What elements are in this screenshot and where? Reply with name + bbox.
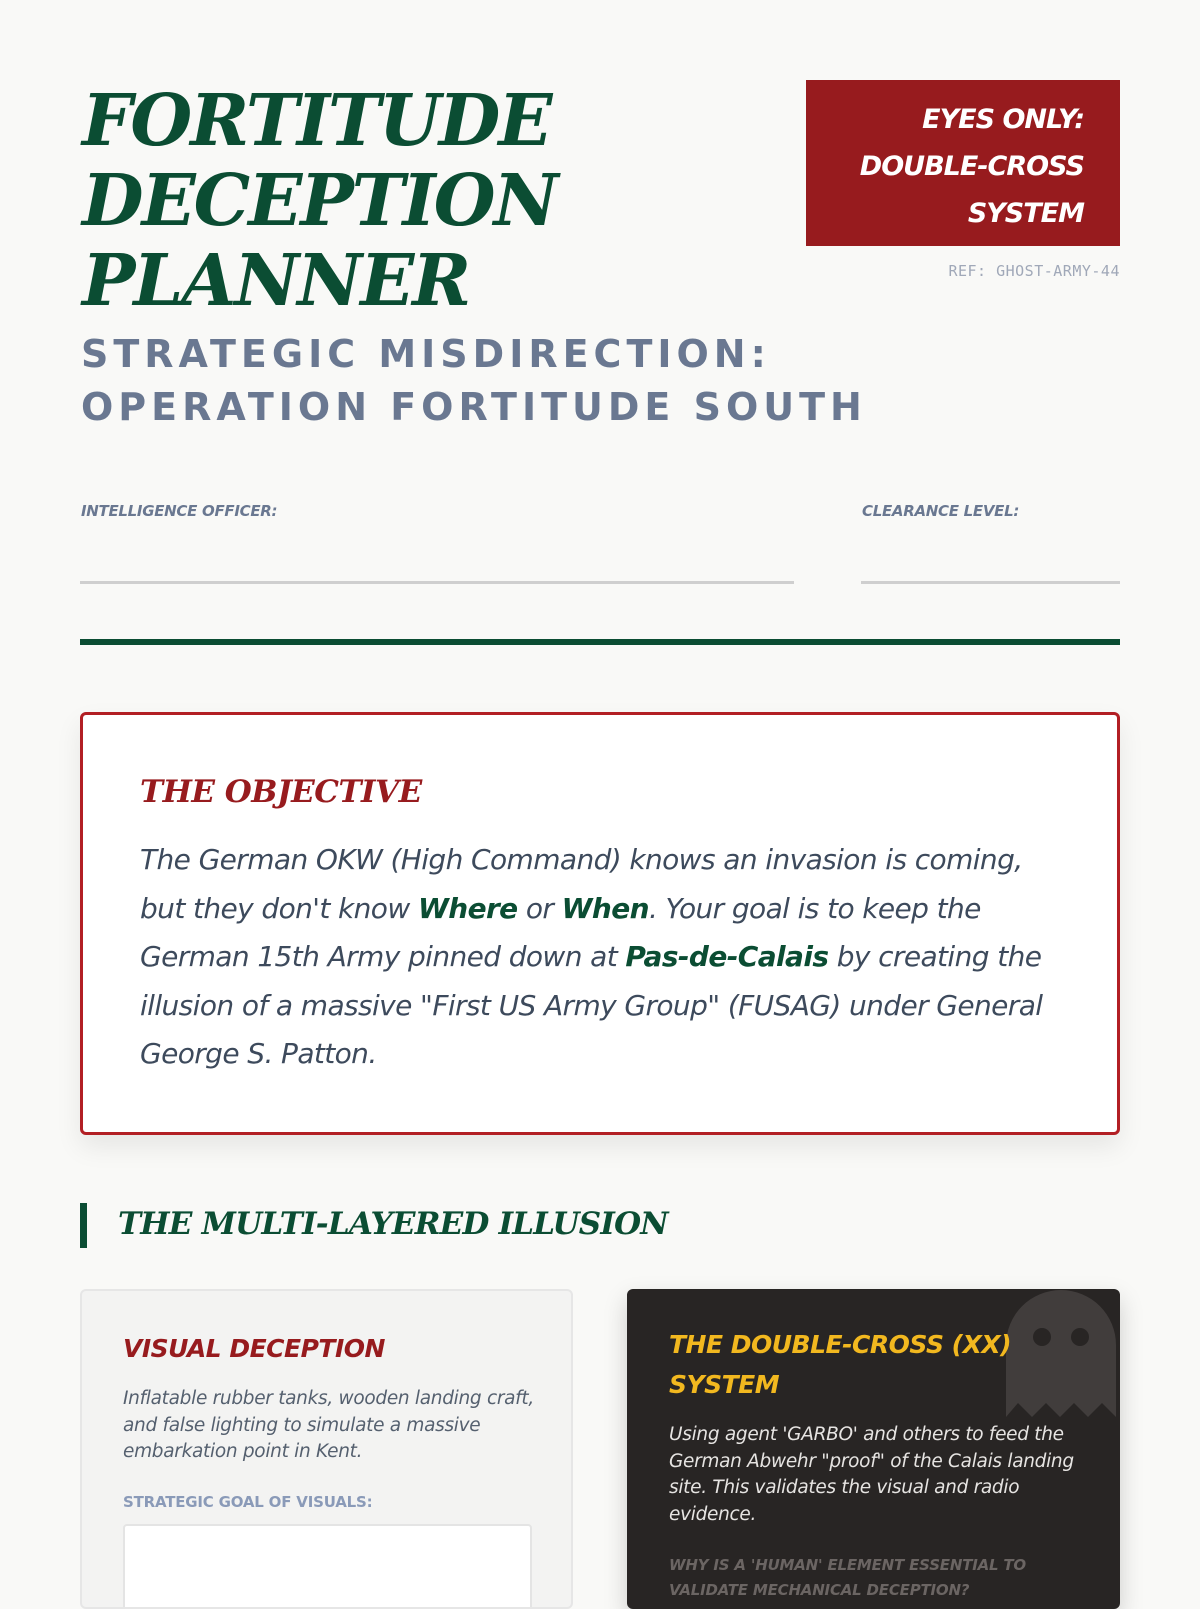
- objective-title: THE OBJECTIVE: [140, 774, 422, 810]
- stamp-line: DOUBLE-CROSS: [859, 151, 1084, 182]
- classification-stamp: [806, 80, 1120, 246]
- objective-text-segment: by creating the illusion of a massive "First US Army Group" (FUSAG) under General George S. Patton.: [140, 940, 1043, 1070]
- page-subtitle: [81, 328, 867, 434]
- double-cross-description: Using agent 'GARBO' and others to feed the German Abwehr "proof" of the Calais landing site. This validates the visual and radio evidence.: [669, 1424, 1074, 1525]
- subtitle-line: STRATEGIC MISDIRECTION:: [81, 332, 771, 376]
- visual-deception-card: [80, 1289, 573, 1609]
- title-line: PLANNER: [82, 238, 470, 322]
- objective-text: [140, 836, 1050, 1079]
- visual-goal-input[interactable]: [123, 1524, 532, 1609]
- objective-text-segment: or: [517, 891, 562, 925]
- intelligence-officer-label: INTELLIGENCE OFFICER:: [81, 502, 278, 520]
- objective-box: [80, 712, 1120, 1135]
- clearance-level-input[interactable]: [861, 544, 1120, 584]
- stamp-line: SYSTEM: [967, 198, 1084, 229]
- objective-location: Pas-de-Calais: [625, 940, 829, 973]
- objective-where: Where: [417, 891, 518, 925]
- subtitle-line: OPERATION FORTITUDE SOUTH: [81, 385, 867, 429]
- page-title: [82, 80, 722, 320]
- title-line: DECEPTION: [82, 158, 557, 242]
- title-line: FORTITUDE: [82, 78, 551, 162]
- objective-when: When: [561, 891, 649, 925]
- double-cross-title: THE DOUBLE-CROSS (XX) SYSTEM: [669, 1330, 1012, 1399]
- visual-deception-description: Inflatable rubber tanks, wooden landing craft, and false lighting to simulate a massive embarkation point in Kent.: [123, 1388, 534, 1462]
- double-cross-card: [627, 1289, 1120, 1609]
- reference-code: REF: GHOST-ARMY-44: [948, 262, 1120, 280]
- visual-goal-label: STRATEGIC GOAL OF VISUALS:: [123, 1493, 373, 1511]
- clearance-level-label: CLEARANCE LEVEL:: [862, 502, 1020, 520]
- visual-deception-title: VISUAL DECEPTION: [123, 1334, 385, 1363]
- section-title: THE MULTI-LAYERED ILLUSION: [118, 1206, 668, 1242]
- intelligence-officer-input[interactable]: [80, 544, 794, 584]
- objective-text-segment: The German OKW (High Command) knows an invasion is coming, but they don't know: [140, 843, 1023, 925]
- stamp-line: EYES ONLY:: [922, 104, 1084, 135]
- objective-text-segment: . Your goal is to keep the German 15th Army pinned down at: [140, 891, 981, 973]
- header-divider: [80, 639, 1120, 645]
- human-element-question: WHY IS A 'HUMAN' ELEMENT ESSENTIAL TO VALIDATE MECHANICAL DECEPTION?: [669, 1556, 1026, 1599]
- section-accent-bar: [80, 1203, 87, 1248]
